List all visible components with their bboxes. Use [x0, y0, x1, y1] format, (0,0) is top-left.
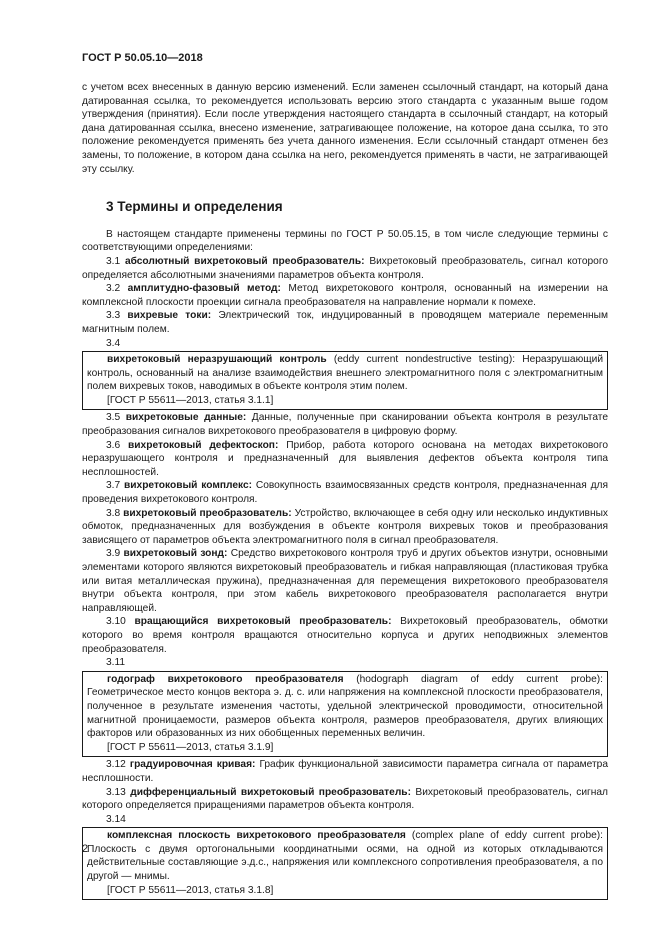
term-definition: Устройство, включающее в себя одну или несколько индуктивных обмоток, предназначенных для возбуждения в объекте контроля вихревых токов и преобразования зависящего от параметров объекта электромагнитного поля в сигнал преобразователя. [82, 507, 608, 546]
term-definition: Данные, полученные при сканировании объекта контроля в результате преобразования сигналов вихретокового преобразователя в цифровую форму. [82, 412, 608, 438]
term-number: 3.10 [106, 616, 126, 628]
term-source: [ГОСТ Р 55611—2013, статья 3.1.9] [107, 741, 274, 753]
term-name: дифференциальный вихретоковый преобразователь: [130, 786, 411, 798]
boxed-term-text [87, 353, 603, 394]
term-name: вращающийся вихретоковый преобразователь: [134, 616, 392, 628]
term-number: 3.1 [106, 255, 121, 267]
term-name: вихревые токи: [127, 310, 212, 322]
term-definition: Метод вихретокового контроля, основанный на измерении на комплексной плоскости проекции сигнала преобразователя на направление нормали к помехе. [82, 283, 608, 308]
term-definition: Вихретоковый преобразователь, сигнал которого определяется приращениями параметров объекта контроля. [82, 786, 608, 812]
term-name: амплитудно-фазовый метод: [127, 283, 281, 295]
term-3-12 [82, 758, 608, 785]
boxed-term-text [87, 673, 603, 741]
term-name: градуировочная кривая: [129, 759, 256, 771]
intro-paragraph: с учетом всех внесенных в данную версию изменений. Если заменен ссылочный стандарт, на который дана датированная ссылка, то рекомендуется использовать версию этого стандарта с указанным выше годом утверждения (принятия). Если после утверждения настоящего стандарта в ссылочный стандарт, на который дана датированная ссылка, внесено изменение, затрагивающее положение, на которое дана ссылка, то это положение рекомендуется применять без учета данного изменения. Если ссылочный стандарт отменен без замены, то положение, в котором дана ссылка на него, рекомендуется применять в части, не затрагивающей эту ссылку. [82, 82, 608, 175]
term-3-2 [82, 282, 608, 309]
document-header: ГОСТ Р 50.05.10—2018 [82, 52, 203, 64]
term-3-6 [82, 439, 608, 480]
term-3-3 [82, 309, 608, 336]
term-definition: Вихретоковый преобразователь, сигнал которого определяется абсолютными значениями параметров объекта контроля. [82, 255, 608, 281]
preamble-paragraph: В настоящем стандарте применены термины по ГОСТ Р 50.05.15, в том числе следующие термины с соответствующими определениями: [82, 228, 608, 254]
term-name: вихретоковые данные: [125, 412, 247, 424]
term-3-9 [82, 547, 608, 615]
term-3-7 [82, 479, 608, 506]
term-number: 3.7 [106, 480, 121, 492]
term-name: абсолютный вихретоковый преобразователь: [124, 255, 365, 267]
term-3-5 [82, 411, 608, 438]
page-content [82, 81, 608, 901]
term-3-13 [82, 786, 608, 813]
term-definition: Совокупность взаимосвязанных средств контроля, предназначенная для проведения вихретокового контроля. [82, 480, 608, 506]
term-definition: График функциональной зависимости параметра сигнала от параметра несплошности. [82, 759, 608, 784]
term-definition: (complex plane of eddy current probe): Плоскость с двумя ортогональными координатными осями, на одной из которых откладываются действительные составляющие э.д.с., напряжения или комплексного сопротивления преобразователя, а по другой — мнимы. [87, 830, 603, 883]
term-3-1 [82, 255, 608, 282]
section-title: 3 Термины и определения [106, 199, 283, 215]
term-source: [ГОСТ Р 55611—2013, статья 3.1.1] [107, 394, 274, 406]
term-name: годограф вихретокового преобразователя [107, 673, 344, 685]
term-definition: Вихретоковый преобразователь, обмотки которого во время контроля вращаются относительно корпуса и других неподвижных элементов преобразователя. [82, 616, 608, 655]
term-name: вихретоковый преобразователь: [123, 507, 292, 519]
term-name: комплексная плоскость вихретокового преобразователя [107, 830, 406, 842]
boxed-term-3-14 [82, 827, 608, 900]
term-number-3-11: 3.11 [106, 657, 126, 669]
term-definition: (hodograph diagram of eddy current probe): Геометрическое место концов вектора э. д. с. или напряжения на комплексной плоскости преобразователя, полученное в результате изменения частоты, удельной электрической проводимости, относительной магнитной проницаемости, размеров объекта контроля, размеров преобразователя, других влияющих факторов или образованных из них обобщенных переменных величин. [87, 673, 603, 740]
boxed-term-text [87, 829, 603, 883]
boxed-term-3-4 [82, 351, 608, 410]
term-definition: Средство вихретокового контроля труб и других объектов изнутри, основными элементами которого являются вихретоковый преобразователь и гибкая направляющая (пластиковая трубка или витая металлическая пружина), предназначенная для перемещения вихретокового преобразователя внутри объекта контроля, при этом кабель вихретокового преобразователя располагается внутри направляющей. [82, 548, 608, 614]
term-number: 3.9 [106, 548, 121, 560]
term-number-3-4: 3.4 [106, 337, 121, 349]
term-name: вихретоковый неразрушающий контроль [107, 354, 327, 366]
term-number: 3.5 [106, 412, 121, 424]
term-number: 3.2 [106, 283, 121, 295]
term-definition: Прибор, работа которого основана на методах вихретокового неразрушающего контроля и предназначенный для выявления дефектов объекта контроля типа несплошностей. [82, 439, 608, 478]
term-3-10 [82, 615, 608, 656]
term-number: 3.3 [106, 310, 121, 322]
boxed-term-3-11 [82, 671, 608, 758]
term-number: 3.8 [106, 507, 121, 519]
term-name: вихретоковый дефектоскоп: [128, 439, 279, 451]
term-number: 3.13 [106, 786, 126, 798]
term-name: вихретоковый зонд: [123, 548, 228, 560]
term-3-8 [82, 507, 608, 548]
term-number: 3.12 [106, 759, 126, 771]
term-definition: Электрический ток, индуцированный в проводящем материале переменным магнитным полем. [82, 310, 608, 335]
term-source: [ГОСТ Р 55611—2013, статья 3.1.8] [107, 884, 274, 896]
page-number: 2 [82, 843, 89, 855]
term-number: 3.6 [106, 439, 121, 451]
term-number-3-14: 3.14 [106, 813, 126, 825]
term-definition: (eddy current nondestructive testing): Неразрушающий контроль, основанный на анализе взаимодействия внешнего электромагнитного поля с электромагнитным полем вихревых токов, наводимых в объекте контроля этим полем. [87, 354, 604, 393]
term-name: вихретоковый комплекс: [124, 480, 253, 492]
